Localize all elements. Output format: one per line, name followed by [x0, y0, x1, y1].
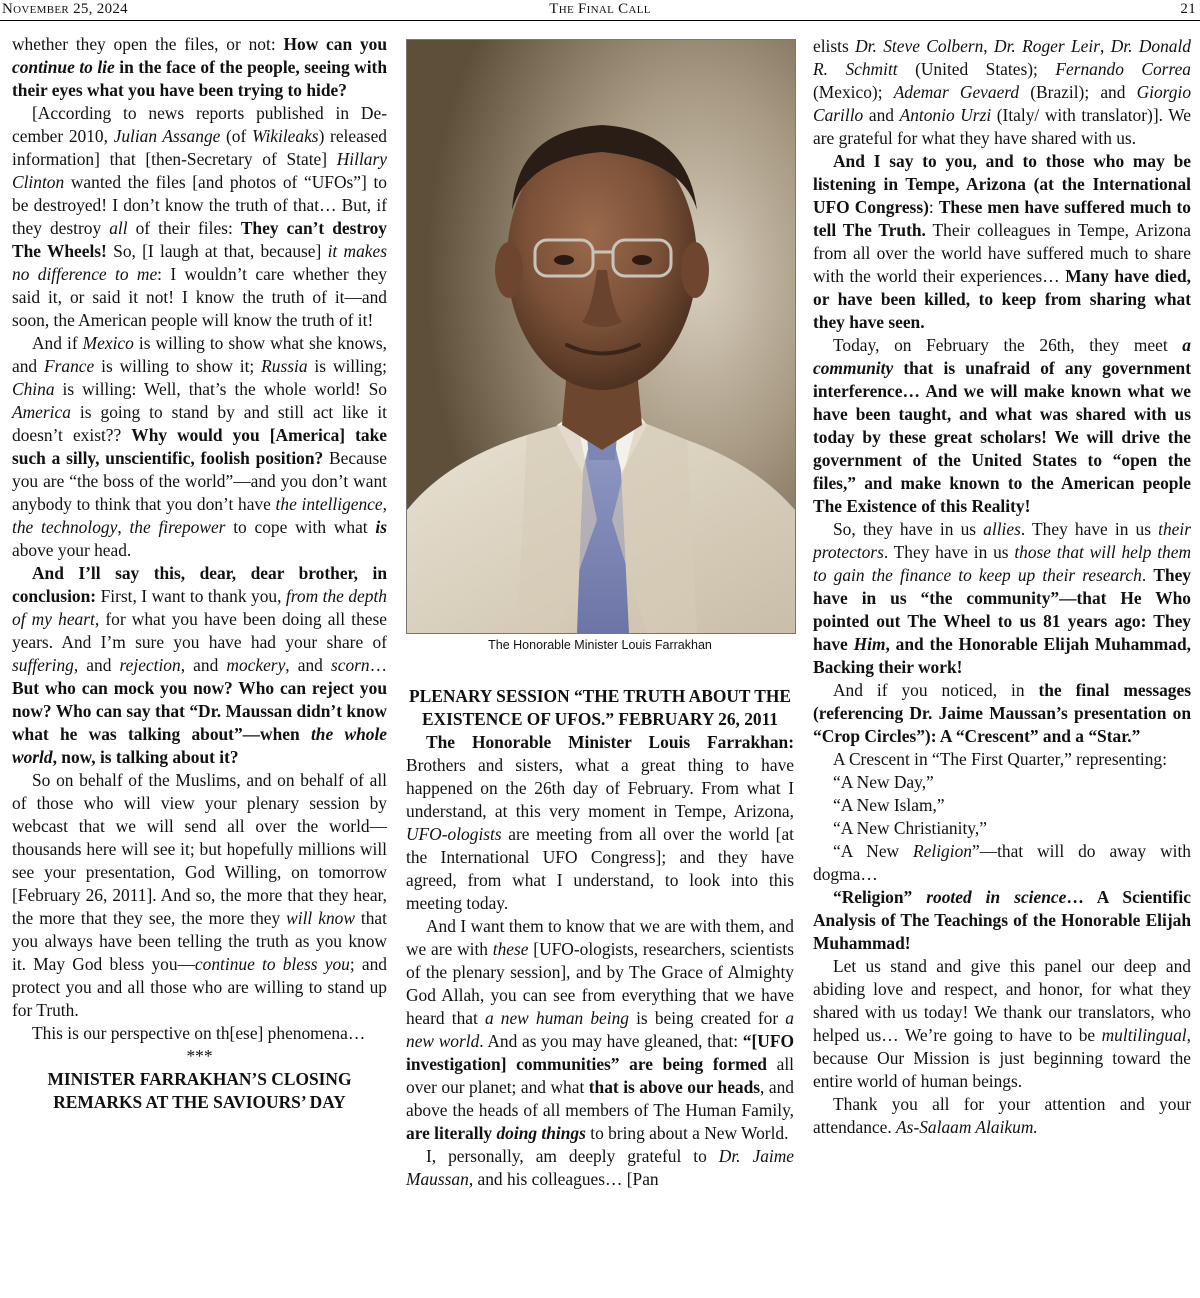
column-3	[813, 35, 1191, 1139]
section-heading: PLENARY SESSION “THE TRUTH ABOUT THE EXISTENCE OF UFOS.” FEBRUARY 26, 2011	[409, 686, 791, 729]
paragraph: And I’ll say this, dear, dear brother, in conclusion: First, I want to thank you, from the depth of my heart, for what you have been doing all these years. And I’m sure you have had your share of suffering, and rejection, and mockery, and scorn… But who can mock you now? Who can reject you now? Who can say that “Dr. Maussan didn’t know what he was talking about”—when the whole world, now, is talking about it?	[12, 563, 388, 767]
paragraph: “Religion” rooted in science… A Scientific Analysis of The Teachings of the Honorable Elijah Muhammad!	[813, 887, 1191, 953]
paragraph: The Honorable Minister Louis Farrakhan: Brothers and sisters, what a great thing to have happened on the 26th day of February. From what I understand, at this very moment in Tempe, Arizona, UFO-ologists are meeting from all over the world [at the International UFO Congress]; and they have agreed, from what I understand, to look into this meeting today.	[406, 732, 794, 913]
paragraph: I, personally, am deeply grateful to Dr. Jaime Maussan, and his colleagues… [Pan	[406, 1146, 794, 1189]
paragraph: whether they open the files, or not: How can you continue to lie in the face of the people, seeing with their eyes what you have been trying to hide?	[12, 34, 388, 100]
paragraph: Today, on February the 26th, they meet a community that is unafraid of any government interference… And we will make known what we have been taught, and what was shared with us today by these great scholars! We will drive the government of the United States to “open the files,” and make known to the American people The Existence of this Reality!	[813, 335, 1191, 516]
portrait-illustration	[407, 40, 795, 633]
column-2	[406, 685, 794, 1191]
paragraph: A Crescent in “The First Quarter,” representing:	[833, 749, 1167, 769]
page-header	[0, 0, 1200, 21]
paragraph: And I want them to know that we are with them, and we are with these [UFO-ologists, researchers, scientists of the plenary session], and by The Grace of Almighty God Allah, you can see from everything that we have heard that a new human being is being created for a new world. And as you may have gleaned, that: “[UFO investigation] communities” are being formed all over our planet; and what that is above our heads, and above the heads of all members of The Human Family, are literally doing things to bring about a New World.	[406, 916, 795, 1143]
paragraph: And if you noticed, in the final messages (referencing Dr. Jaime Maussan’s presentation on “Crop Circles”): A “Crescent” and a “Star.”	[813, 680, 1191, 746]
paragraph: So, they have in us allies. They have in us their protectors. They have in us those that will help them to gain the finance to keep up their research. They have in us “the community”—that He Who pointed out The Wheel to us 81 years ago: They have Him, and the Honorable Elijah Muhammad, Backing their work!	[813, 519, 1192, 677]
list-item: “A New Religion”—that will do away with dogma…	[813, 841, 1191, 884]
paragraph: And if Mexico is willing to show what she knows, and France is willing to show it; Russia is willing; China is willing: Well, that’s the whole world! So America is going to stand by and still act like it doesn’t exist?? Why would you [America] take such a silly, unscientific, foolish position? Because you are “the boss of the world”—and you don’t want anybody to think that you don’t have the intelligence, the technology, the firepower to cope with what is above your head.	[12, 333, 388, 560]
page-number: 21	[1180, 1, 1196, 17]
section-divider: ***	[186, 1046, 213, 1066]
issue-date: November 25, 2024	[2, 1, 128, 17]
paragraph: Let us stand and give this panel our deep and abiding love and respect, and honor, for what they shared with us today! We thank our translators, who helped us… We’re going to have to be multilingual, because Our Mission is just beginning toward the entire world of human beings.	[813, 956, 1191, 1091]
list-item: “A New Islam,”	[833, 795, 945, 815]
list-item: “A New Day,”	[833, 772, 934, 792]
paragraph: Thank you all for your attention and your attendance. As-Salaam Alaikum.	[813, 1094, 1191, 1137]
section-heading: MINISTER FARRAKHAN’S CLOSING REMARKS AT THE SAVIOURS’ DAY	[47, 1069, 352, 1112]
paragraph: elists Dr. Steve Colbern, Dr. Roger Leir, Dr. Donald R. Schmitt (United States); Fernando Correa (Mexico); Ademar Gevaerd (Brazil); and Giorgio Carillo and Antonio Urzi (Italy/ with translator)]. We are grateful for what they have shared with us.	[813, 36, 1192, 148]
paragraph: And I say to you, and to those who may be listening in Tempe, Arizona (at the International UFO Congress): These men have suffered much to tell The Truth. Their colleagues in Tempe, Arizona from all over the world have suffered much to share with the world their experiences… Many have died, or have been killed, to keep from sharing what they have seen.	[813, 151, 1192, 332]
paragraph: [According to news reports published in December 2010, Julian Assange (of Wikileaks) released information] that [then-Secretary of State] Hillary Clinton wanted the files [and photos of “UFOs”] to be destroyed! I don’t know the truth of that… But, if they destroy all of their files: They can’t destroy The Wheels! So, [I laugh at that, because] it makes no difference to me: I wouldn’t care whether they said it, or said it not! I know the truth of it—and soon, the American people will know the truth of it!	[12, 103, 387, 330]
column-1	[12, 33, 387, 1114]
paragraph: So on behalf of the Muslims, and on behalf of all of those who will view your plenary session by webcast that we will send all over the world—thousands here will see it; but hopefully millions will see your presentation, God Willing, on tomorrow [February 26, 2011]. And so, the more that they hear, the more that they see, the more they will know that you always have been telling the truth as you know it. May God bless you—continue to bless you; and protect you and all those who are willing to stand up for Truth.	[12, 770, 387, 1020]
photo-caption: The Honorable Minister Louis Farrakhan	[488, 638, 712, 652]
list-item: “A New Christianity,”	[833, 818, 987, 838]
portrait-photo	[406, 39, 796, 634]
paragraph: This is our perspective on th[ese] phenomena…	[32, 1023, 366, 1043]
publication-name: The Final Call	[549, 1, 651, 17]
